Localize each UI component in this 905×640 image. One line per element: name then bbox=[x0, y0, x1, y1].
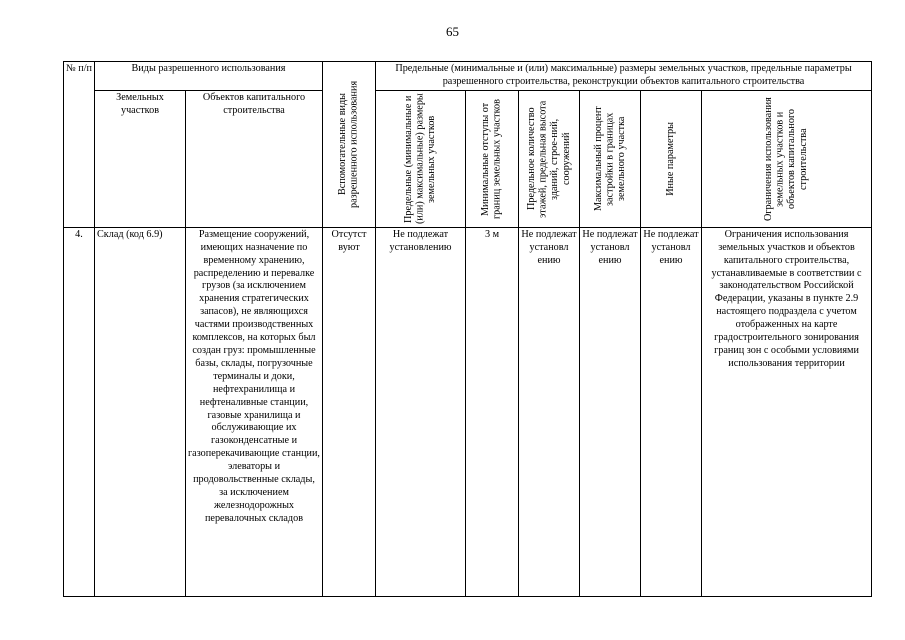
header-restrictions bbox=[702, 90, 872, 227]
header-permitted-uses: Виды разрешенного использования bbox=[95, 62, 323, 91]
page-number: 65 bbox=[446, 24, 459, 39]
header-auxiliary bbox=[323, 62, 376, 228]
row-capital-object: Размещение сооружений, имеющих назначение по временному хранению, распределению и перевалке грузов (за исключением хранения стратегических запасов), не являющихся частями производственных комплексов, на которых был создан груз: промышленные базы, склады, погрузочные терминалы и доки, нефтехранилища и нефтеналивные станции, газовые хранилища и обслуживающие их газоконденсатные и газоперекачивающие станции, элеваторы и продовольственные склады, за исключением железнодорожных перевалочных складов bbox=[186, 227, 323, 596]
permitted-use-table bbox=[63, 61, 872, 597]
header-plot-sizes bbox=[376, 90, 466, 227]
row-restrictions: Ограничения использования земельных участков и объектов капитального строительства, устанавливаемые в соответствии с законодательством Российской Федерации, указаны в пункте 2.9 настоящего подраздела с учетом отображенных на карте градостроительного зонирования границ зон с особыми условиями использования территории bbox=[702, 227, 872, 596]
header-land-plots: Земельных участков bbox=[95, 90, 186, 227]
row-land-plot: Склад (код 6.9) bbox=[95, 227, 186, 596]
row-max-coverage: Не подлежат установл ению bbox=[580, 227, 641, 596]
header-restrictions-text: Ограничения использования земельных участков и объектов капитального строительства bbox=[763, 96, 810, 221]
row-auxiliary: Отсутст вуют bbox=[323, 227, 376, 596]
row-max-floors: Не подлежат установл ению bbox=[519, 227, 580, 596]
header-min-setbacks bbox=[466, 90, 519, 227]
row-min-setbacks: 3 м bbox=[466, 227, 519, 596]
row-num: 4. bbox=[64, 227, 95, 596]
row-other-params: Не подлежат установл ению bbox=[641, 227, 702, 596]
header-num: № п/п bbox=[64, 62, 95, 228]
header-limits-title: Предельные (минимальные и (или) максимальные) размеры земельных участков, предельные параметры разрешенного строительства, реконструкции объектов капитального строительства bbox=[376, 62, 872, 91]
header-max-coverage bbox=[580, 90, 641, 227]
header-max-floors-text: Предельное количество этажей, предельная высота зданий, строе-ний, сооружений bbox=[525, 100, 572, 218]
header-other-params-text: Иные параметры bbox=[665, 121, 677, 196]
row-plot-sizes: Не подлежат установлению bbox=[376, 227, 466, 596]
header-max-floors bbox=[519, 90, 580, 227]
header-auxiliary-text: Вспомогательные виды разрешенного использования bbox=[337, 80, 360, 208]
table-row bbox=[64, 227, 872, 596]
header-min-setbacks-text: Минимальные отступы от границ земельных участков bbox=[480, 98, 503, 219]
header-plot-sizes-text: Предельные (минимальные и (или) максимальные) размеры земельных участков bbox=[403, 93, 438, 225]
header-capital-objects: Объектов капитального строительства bbox=[186, 90, 323, 227]
header-max-coverage-text: Максимальный процент застройки в границах земельного участка bbox=[592, 106, 627, 212]
header-other-params bbox=[641, 90, 702, 227]
